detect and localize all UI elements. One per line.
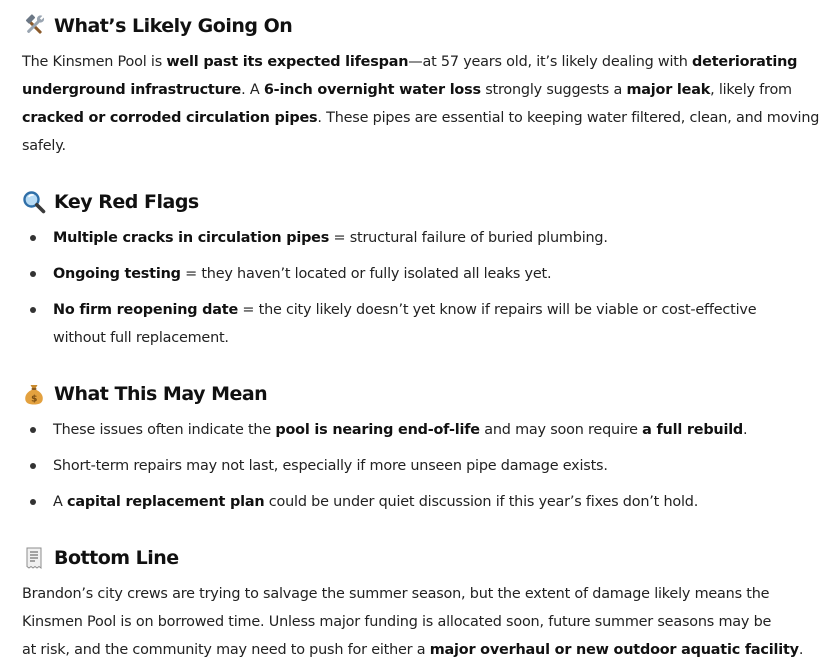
bullet-dot [30,463,36,469]
list-item [22,260,788,288]
receipt-icon [22,546,46,570]
money-bag-icon [22,382,46,406]
bold-text: major overhaul or new outdoor aquatic facility [429,642,799,658]
bold-text: No firm reopening date [53,302,239,318]
text: could be under quiet discussion if this year’s fixes don’t hold. [264,494,699,510]
bold-text: major leak [626,82,711,98]
bullet-list [22,224,788,352]
text: Kinsmen Pool is on borrowed time. Unless major funding is allocated soon, future summer seasons may be [22,614,772,630]
text: = they haven’t located or fully isolated all leaks yet. [180,266,552,282]
bold-text: cracked or corroded circulation pipes [22,110,318,126]
section-paragraph [22,580,804,664]
text: . A [241,82,264,98]
text: = structural failure of buried plumbing. [329,230,608,246]
bullet-dot [30,271,36,277]
text: , likely from [710,82,792,98]
hammer-and-wrench-icon [22,14,46,38]
text: A [53,494,68,510]
text: . These pipes are essential to keeping water filtered, clean, and moving [317,110,819,126]
bold-text: well past its expected lifespan [166,54,409,70]
section-heading [22,379,788,409]
bullet-dot [30,427,36,433]
bold-text: deteriorating [692,54,798,70]
section-paragraph [22,48,819,160]
section-title: Key Red Flags [54,191,199,213]
list-item [22,224,788,252]
bold-text: pool is nearing end-of-life [275,422,480,438]
section-key-red-flags [22,187,788,352]
list-item [22,296,788,352]
text: . [798,642,804,658]
text: Brandon’s city crews are trying to salvage the summer season, but the extent of damage likely means the [22,586,770,602]
bullet-list [22,416,788,516]
bold-text: Multiple cracks in circulation pipes [53,230,330,246]
bullet-dot [30,235,36,241]
text: These issues often indicate the [53,422,276,438]
bold-text: Ongoing testing [53,266,181,282]
section-what-this-may-mean [22,379,788,516]
text: . [743,422,748,438]
bold-text: underground infrastructure [22,82,242,98]
section-bottom-line [22,543,804,664]
list-item [22,416,788,444]
text: at risk, and the community may need to push for either a [22,642,430,658]
bold-text: capital replacement plan [67,494,265,510]
bold-text: 6-inch overnight water loss [263,82,481,98]
text: without full replacement. [53,330,229,346]
bold-text: a full rebuild [642,422,744,438]
section-heading [22,187,788,217]
list-item [22,452,788,480]
text: —at 57 years old, it’s likely dealing with [408,54,693,70]
bullet-dot [30,499,36,505]
svg-text:$: $ [31,394,37,405]
text: strongly suggests a [480,82,627,98]
section-heading [22,11,788,41]
section-title: What This May Mean [54,383,268,405]
list-item [22,488,788,516]
section-title: What’s Likely Going On [54,15,293,37]
magnifying-glass-icon [22,190,46,214]
bullet-dot [30,307,36,313]
text: safely. [22,138,66,154]
text: Short-term repairs may not last, especially if more unseen pipe damage exists. [53,458,608,474]
section-whats-likely-going-on [22,11,819,160]
text: and may soon require [479,422,643,438]
section-title: Bottom Line [54,547,179,569]
text: The Kinsmen Pool is [22,54,167,70]
section-heading [22,543,788,573]
text: = the city likely doesn’t yet know if repairs will be viable or cost-effective [238,302,757,318]
